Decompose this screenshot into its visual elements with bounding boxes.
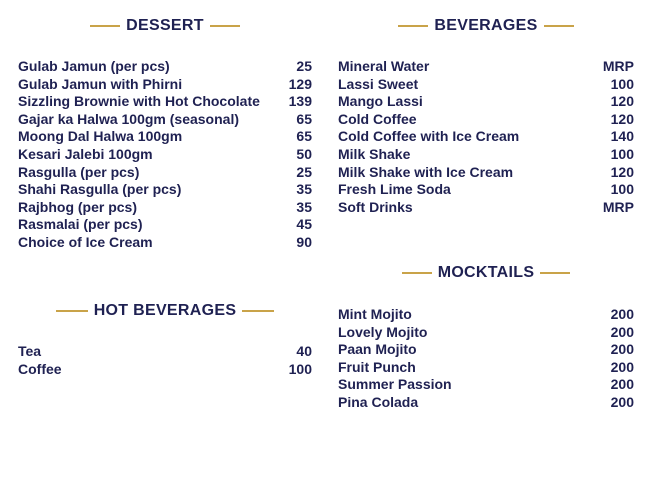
- menu-item-name: Moong Dal Halwa 100gm: [18, 128, 183, 145]
- header-divider-left: [56, 310, 88, 312]
- menu-item-price: 120: [610, 93, 634, 110]
- menu-item-name: Mango Lassi: [338, 93, 423, 110]
- menu-item-name: Lassi Sweet: [338, 75, 419, 92]
- beverages-title: BEVERAGES: [434, 17, 538, 34]
- menu-item-price: 120: [610, 110, 634, 127]
- menu-item-name: Pina Colada: [338, 393, 419, 410]
- menu-item-price: 35: [296, 181, 312, 198]
- menu-item-name: Choice of Ice Cream: [18, 233, 153, 250]
- beverages-section: [338, 14, 634, 216]
- menu-item-name: Gulab Jamun (per pcs): [18, 58, 170, 74]
- menu-item-price: 200: [610, 341, 634, 358]
- menu-item-price: 200: [610, 393, 634, 410]
- menu-item: [18, 58, 312, 76]
- menu-item-name: Tea: [18, 343, 42, 359]
- menu-item: [338, 394, 634, 412]
- menu-item-price: MRP: [602, 58, 634, 74]
- menu-item-name: Sizzling Brownie with Hot Chocolate: [18, 93, 260, 110]
- mocktails-section: [338, 261, 634, 412]
- menu-item-name: Gajar ka Halwa 100gm (seasonal): [18, 110, 239, 127]
- menu-item: [18, 199, 312, 217]
- header-divider-right: [210, 25, 240, 27]
- menu-item-price: 90: [296, 233, 312, 250]
- menu-item: [18, 216, 312, 234]
- menu-item: [18, 164, 312, 182]
- menu-item-name: Paan Mojito: [338, 341, 417, 358]
- menu-item: [338, 181, 634, 199]
- menu-item-price: 200: [610, 306, 634, 322]
- menu-item-name: Cold Coffee with Ice Cream: [338, 128, 520, 145]
- menu-item-name: Mineral Water: [338, 58, 430, 74]
- menu-item: [338, 146, 634, 164]
- menu-item: [18, 93, 312, 111]
- dessert-title: DESSERT: [126, 17, 204, 34]
- menu-item-price: 200: [610, 376, 634, 393]
- menu-item-name: Rajbhog (per pcs): [18, 198, 138, 215]
- header-divider-right: [242, 310, 274, 312]
- menu-item-name: Mint Mojito: [338, 306, 412, 322]
- menu-item: [18, 76, 312, 94]
- menu-item: [18, 128, 312, 146]
- menu-item: [338, 359, 634, 377]
- dessert-section: [18, 14, 312, 252]
- menu-item: [338, 306, 634, 324]
- menu-item-price: 35: [296, 198, 312, 215]
- menu-item: [18, 146, 312, 164]
- menu-item: [338, 93, 634, 111]
- menu-item: [338, 376, 634, 394]
- dessert-list: [18, 58, 312, 252]
- menu-item-price: 65: [296, 110, 312, 127]
- menu-item-price: 45: [296, 216, 312, 233]
- menu-item-name: Rasgulla (per pcs): [18, 163, 140, 180]
- menu-item-price: 139: [288, 93, 312, 110]
- menu-item-price: 129: [288, 75, 312, 92]
- menu-item-name: Cold Coffee: [338, 110, 417, 127]
- mocktails-title: MOCKTAILS: [437, 264, 535, 281]
- menu-item-name: Gulab Jamun with Phirni: [18, 75, 183, 92]
- menu-item-price: 120: [610, 163, 634, 180]
- menu-item: [338, 199, 634, 217]
- mocktails-list: [338, 306, 634, 412]
- menu-item-price: 25: [296, 163, 312, 180]
- menu-item-price: 200: [610, 358, 634, 375]
- menu-item-name: Lovely Mojito: [338, 323, 428, 340]
- menu-item: [338, 76, 634, 94]
- menu-item: [338, 58, 634, 76]
- menu-item-price: 100: [288, 360, 312, 377]
- menu-item: [338, 111, 634, 129]
- menu-item-price: MRP: [602, 198, 634, 215]
- menu-item-price: 25: [296, 58, 312, 74]
- header-divider-right: [540, 272, 570, 274]
- menu-item: [338, 341, 634, 359]
- menu-item: [18, 361, 312, 379]
- menu-item: [18, 181, 312, 199]
- header-divider-right: [544, 25, 574, 27]
- header-divider-left: [90, 25, 120, 27]
- menu-item-name: Fresh Lime Soda: [338, 181, 451, 198]
- menu-item-price: 65: [296, 128, 312, 145]
- hot-beverages-section: [18, 299, 312, 378]
- menu-item-price: 50: [296, 145, 312, 162]
- menu-item: [18, 343, 312, 361]
- menu-item-name: Summer Passion: [338, 376, 452, 393]
- header-divider-left: [398, 25, 428, 27]
- hot-beverages-header: [18, 299, 312, 323]
- menu-item-name: Fruit Punch: [338, 358, 416, 375]
- hot-beverages-list: [18, 343, 312, 378]
- beverages-list: [338, 58, 634, 216]
- header-divider-left: [402, 272, 432, 274]
- menu-item-name: Kesari Jalebi 100gm: [18, 145, 153, 162]
- menu-item-price: 100: [610, 75, 634, 92]
- menu-item: [18, 111, 312, 129]
- menu-item-name: Soft Drinks: [338, 198, 413, 215]
- menu-item-price: 40: [296, 343, 312, 359]
- menu-item-price: 100: [610, 181, 634, 198]
- menu-item-name: Rasmalai (per pcs): [18, 216, 143, 233]
- menu-item: [338, 128, 634, 146]
- menu-item-price: 140: [610, 128, 634, 145]
- menu-item-price: 200: [610, 323, 634, 340]
- menu-item-name: Shahi Rasgulla (per pcs): [18, 181, 182, 198]
- menu-item-name: Coffee: [18, 360, 62, 377]
- menu-item-price: 100: [610, 145, 634, 162]
- menu-item-name: Milk Shake: [338, 145, 411, 162]
- menu-item: [338, 324, 634, 342]
- dessert-header: [18, 14, 312, 38]
- beverages-header: [338, 14, 634, 38]
- menu-item-name: Milk Shake with Ice Cream: [338, 163, 514, 180]
- hot-beverages-title: HOT BEVERAGES: [93, 302, 237, 319]
- mocktails-header: [338, 261, 634, 285]
- menu-item: [338, 164, 634, 182]
- menu-item: [18, 234, 312, 252]
